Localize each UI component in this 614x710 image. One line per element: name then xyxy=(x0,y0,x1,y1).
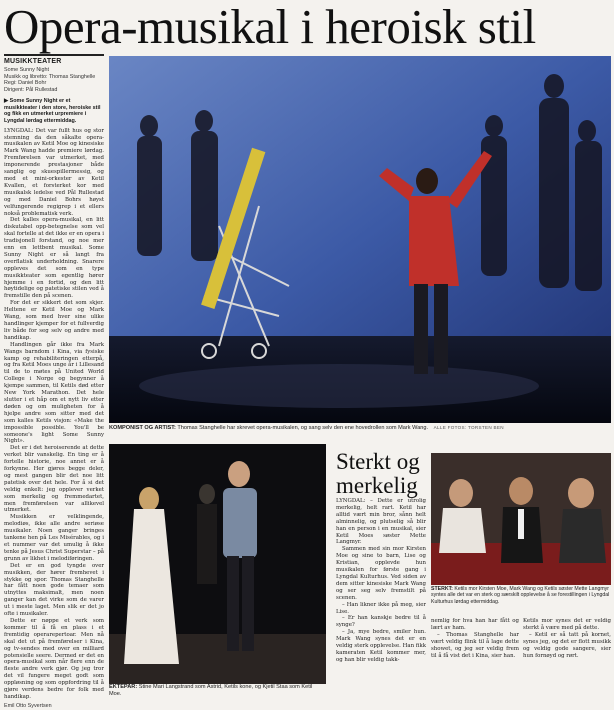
article-byline: Emil Otto Syvertsen xyxy=(4,702,52,709)
caption-label: KOMPONIST OG ARTIST: xyxy=(109,425,176,431)
sidebar-headline: Sterkt og merkelig xyxy=(336,449,420,498)
sidebar-paragraph: – Han likner ikke på meg, sier Lise. xyxy=(336,601,426,615)
stage-photo-bottom-left xyxy=(109,444,326,684)
article-paragraph: Det kalles opera-musikal, en litt diskutabel opp-betegnelse som vel skal fortelle at det ikke er en opera i tradisjonell forstand, og noe mer enn en lettbent musikal. Some Sunny Night er så langt fra overflatisk underholdning. Snarere oppleves det som en type musikkteater som egentlig hører hjemme i en fortid, og den litt høytidelige og patetiske stilen ved å fremstille den på scenen. xyxy=(4,217,104,300)
sidebar-photo-caption xyxy=(431,586,611,605)
photo-caption-bottom-left xyxy=(109,684,326,698)
sidebar-paragraph: – Ketil er så tatt på kornet, synes jeg, og det er flott musikk og veldig gode sangere, sier hun fornøyd og rørt. xyxy=(523,631,611,659)
caption-text: Thomas Stanghelle har skrevet opera-musikalen, og sang selv den ene hovedrollen som Mark Wang. xyxy=(177,425,429,431)
stage-photo-top xyxy=(109,56,611,423)
couple-photo-illustration xyxy=(109,444,326,684)
article-paragraph: Dette er nøppe et verk som kommer til å få en plass i et fremtidig operarepertoar. Men nå skal det ut på fremførelser i Kina, og tv-sendes med over en milliard potensielle seere. Dermed er det en opera-musikal som når flere enn de fleste andre verk gjør. Og jeg tror det vil fungere meget godt som oppløsning og som oppfordring til å gjøre verdens bedre for folk med handikap. xyxy=(4,617,104,700)
credit-conductor: Dirigent: Pål Rullestad xyxy=(4,87,58,94)
sidebar-paragraph: nemlig for hva han har fått og lært av ham. xyxy=(431,618,519,631)
article-headline: Opera-musikal i heroisk stil xyxy=(4,0,536,54)
audience-photo xyxy=(431,453,611,585)
caption-label: EKTEPAR: xyxy=(109,684,138,690)
article-lead: ▶ Some Sunny Night er et musikkteater i den store, heroiske stil og fikk en utmerket urpremiere i Lyngdal lørdag ettermiddag. xyxy=(4,97,101,124)
photo-caption-top xyxy=(109,424,611,432)
caption-text: Stine Mari Langstrand som Astrid, Ketils kone, og Kjetil Staa som Ketil Moe. xyxy=(109,684,313,697)
sidebar-paragraph: – Thomas Stanghelle har vært veldig flink til å lage dette showet, og jeg ser veldig frem til å få vist det i Kina, sier han. xyxy=(431,631,519,659)
credit-music: Musikk og libretto: Thomas Stanghelle xyxy=(4,73,96,80)
article-paragraph: Musikken er velklingende, melodiøs, ikke alle andre seriøse musikaler. Noen ganger bringes tankene hen på Les Misérables, og i et nummer var det umulig å ikke tenke på Jesus Christ Superstar – på grunn av likhet i melodiføringen. xyxy=(4,514,104,562)
sidebar-column-1 xyxy=(336,498,426,664)
audience-photo-illustration xyxy=(431,453,611,585)
stage-photo-illustration xyxy=(109,56,611,423)
sidebar-column-3 xyxy=(523,618,611,659)
article-paragraph: Det er en god tyngde over musikken, der hører fremhevet i stykke og spor. Thomas Stanghelle har fått noen gode temaer som utnyttes maksimalt, men noen ganger kan det virke som de varer ut i meste laget. Men slik er det jo ofte i musikaler. xyxy=(4,562,104,618)
production-credits xyxy=(4,67,104,94)
sidebar-paragraph: LYNGDAL: – Dette er utrolig merkelig, helt rart. Ketil har alltid vært min bror, sånn helt alminnelig, og plutselig så blir han en person i en musikal, sier Ketil Moes søster Mette Langmyr. xyxy=(336,498,426,546)
article-body-column xyxy=(4,54,104,710)
caption-label: STERKT: xyxy=(431,586,453,592)
sidebar-paragraph: Ketils mor synes det er veldig sterkt å være med på dette. xyxy=(523,618,611,631)
article-paragraph: LYNGDAL: Det var fullt hus og stor stemning da den såkalte opera-musikalen av Ketil Moe og kinesiske Mark Wang hadde premiere lørdag. Fremførelsen var utmerket, med imponerende prestasjoner både sanglig og skuespillermessig, og med et mini-orkester av Ketil Kvallen, et forsterket kor med musikalsk ledelse ved Pål Rullestad og med Daniel Bohrs høyst velfungerende regigrep i et ellers nokså problematisk verk. xyxy=(4,127,104,217)
article-paragraph: For det er sikkert det som skjer. Heltene er Ketil Moe og Mark Wang, som med hver sine ulike handlinger kjemper for et fullverdig liv både for seg selv og andre med handikap. xyxy=(4,300,104,341)
sidebar-paragraph: – Ja, mye bedre, smiler hun. Mark Wang synes det er en veldig sterk opplevelse. Han fikk kameraten Ketil kommer mer, og han blir veldig takk- xyxy=(336,629,426,663)
section-label: MUSIKKTEATER xyxy=(4,54,104,66)
credit-director: Regi: Daniel Bohr xyxy=(4,80,47,87)
sidebar-paragraph: Sammen med sin mor Kirsten Moe og sine to barn, Lise og Kristian, opplevde hun musikalen for første gang i Lyngdal Kulturhus. Ved siden av dem sitter kinesiske Mark Wang og ser seg selv fremstilt på scenen. xyxy=(336,546,426,601)
article-paragraph: Handlingen går ikke fra Mark Wangs barndom i Kina, via fysiske kamp og rehabiliteringen etterpå, og fra Ketil Moes unge år i Lillesand til de to møtes på United World College i Norge og begynner å kjempe sammen, til Ketils død etter New York Marathon. Det hele slutter i et håp om et nytt liv etter døden og om muligheten for å hjelpe andre som sitter med det som kalles Ketils visjon: «Make the impossible possible. You'll be someone's light Some Sunny Night». xyxy=(4,341,104,445)
caption-text: Ketils mor Kirsten Moe, Mark Wang og Ketils søster Mette Langmyr syntes alle det var en sterk og særskilt opplevelse å se forestillingen i Lyngdal Kulturhus lørdag ettermiddag. xyxy=(431,586,610,605)
sidebar-column-2 xyxy=(431,618,519,659)
credit-title: Some Sunny Night xyxy=(4,67,49,73)
sidebar-paragraph: – Er han kanskje bedre til å synge? xyxy=(336,615,426,629)
article-paragraph: Det er i det heroiserende at dette verket blir vanskelig. En ting er å fortelle historie, noe annet er å forkynne. Her gjøres begge deler, og mest gangen blir det noe litt patetisk over det hele. For å si det veldig enkelt: jeg opplever verket som merkelig og fremmedartet, men fremførelsen var allikevel utmerket. xyxy=(4,445,104,514)
photo-credit: ALLE FOTOS: TORSTEN BEN xyxy=(433,425,504,430)
